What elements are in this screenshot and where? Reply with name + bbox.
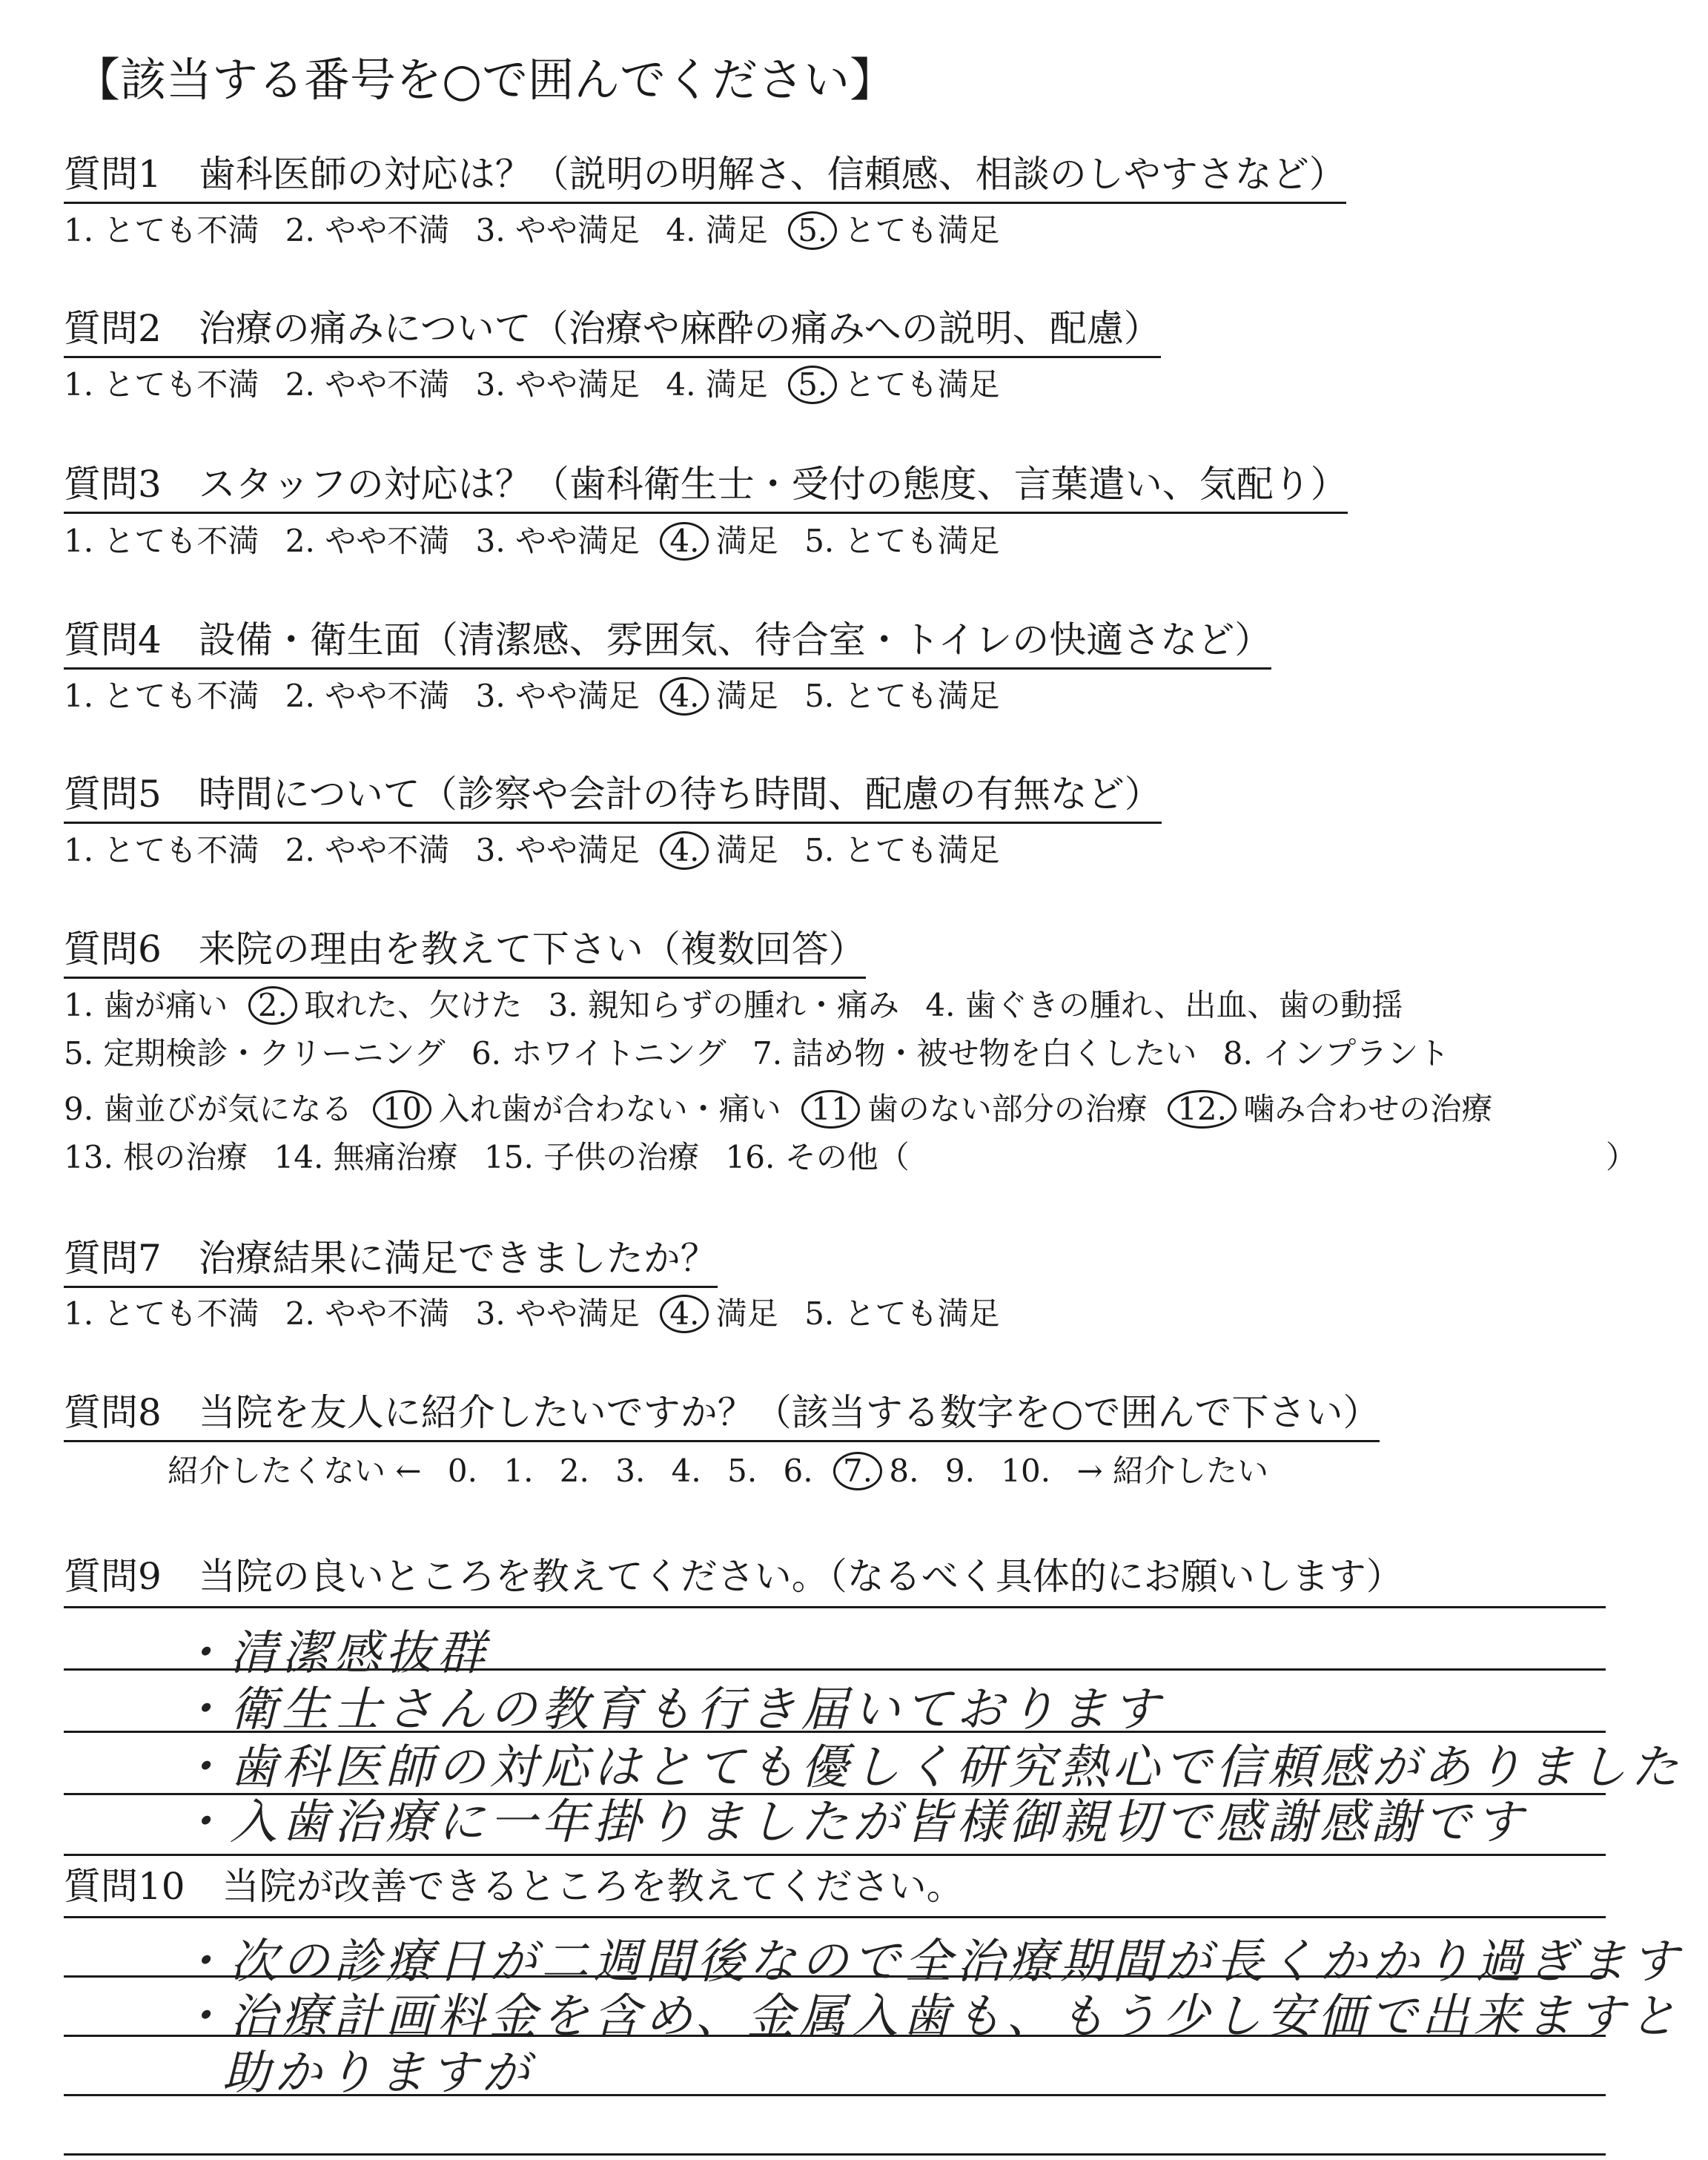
answer-text: ・衛生士さんの教育も行き届いております: [178, 1682, 1164, 1737]
answer-text: ・入歯治療に一年掛りましたが皆様御親切で感謝感謝です: [178, 1795, 1527, 1850]
answer-text: 助かりますが: [222, 2046, 534, 2101]
option-selected[interactable]: 4.: [660, 522, 709, 561]
option[interactable]: 9. 歯並びが気になる: [64, 1091, 353, 1127]
option[interactable]: 2. やや不満: [285, 678, 450, 714]
option[interactable]: 15. 子供の治療: [484, 1139, 700, 1175]
question-10-title: 質問10 当院が改善できるところを教えてください。: [64, 1865, 964, 1908]
option[interactable]: 5. とても満足: [804, 678, 1000, 714]
option[interactable]: 1. 歯が痛い: [64, 987, 228, 1023]
answer-text: ・治療計画料金を含め、金属入歯も、もう少し安価で出来ますと: [178, 1989, 1681, 2044]
option[interactable]: 2. やや不満: [285, 366, 450, 403]
option-selected[interactable]: 10: [373, 1090, 431, 1129]
option[interactable]: とても満足: [844, 366, 1000, 403]
scale-option[interactable]: 8.: [889, 1453, 919, 1489]
option[interactable]: 満足: [715, 678, 778, 714]
scale-option[interactable]: 4.: [671, 1453, 701, 1489]
question-2-title: 質問2 治療の痛みについて（治療や麻酔の痛みへの説明、配慮）: [64, 310, 1161, 358]
question-6-row-4: [64, 1139, 926, 1175]
answer-text: ・歯科医師の対応はとても優しく研究熱心で信頼感がありました: [178, 1740, 1683, 1795]
question-4-title: 質問4 設備・衛生面（清潔感、雰囲気、待合室・トイレの快適さなど）: [64, 621, 1271, 670]
question-4-options: [64, 677, 1016, 716]
option[interactable]: 3. やや満足: [475, 678, 640, 714]
option[interactable]: 1. とても不満: [64, 366, 259, 403]
option[interactable]: 1. とても不満: [64, 1295, 259, 1332]
option[interactable]: 13. 根の治療: [64, 1139, 248, 1175]
option[interactable]: 2. やや不満: [285, 1295, 450, 1332]
question-8-title: 質問8 当院を友人に紹介したいですか？（該当する数字を○で囲んで下さい）: [64, 1394, 1380, 1442]
answer-text: ・次の診療日が二週間後なので全治療期間が長くかかり過ぎます: [178, 1935, 1683, 1989]
option[interactable]: 3. やや満足: [475, 832, 640, 868]
question-9-title: 質問9 当院の良いところを教えてください。（なるべく具体的にお願いします）: [64, 1555, 1403, 1598]
option[interactable]: 14. 無痛治療: [274, 1139, 458, 1175]
option[interactable]: 3. 親知らずの腫れ・痛み: [548, 987, 900, 1023]
question-1-options: [64, 211, 1016, 250]
question-5-options: [64, 831, 1016, 870]
option[interactable]: 2. やや不満: [285, 832, 450, 868]
option[interactable]: 4. 歯ぐきの腫れ、出血、歯の動揺: [925, 987, 1403, 1023]
option-selected[interactable]: 4.: [660, 831, 709, 870]
scale-option[interactable]: 5.: [727, 1453, 758, 1489]
option[interactable]: 5. とても満足: [804, 523, 1000, 559]
option[interactable]: 3. やや満足: [475, 366, 640, 403]
option[interactable]: 取れた、欠けた: [304, 987, 523, 1023]
option[interactable]: 4. 満足: [666, 366, 768, 403]
option[interactable]: 5. とても満足: [804, 832, 1000, 868]
option[interactable]: 噛み合わせの治療: [1243, 1091, 1493, 1127]
option[interactable]: 2. やや不満: [285, 212, 450, 248]
option[interactable]: 1. とても不満: [64, 523, 259, 559]
option[interactable]: 1. とても不満: [64, 832, 259, 868]
question-3-title: 質問3 スタッフの対応は？（歯科衛生士・受付の態度、言葉遣い、気配り）: [64, 466, 1348, 514]
answer-text: ・清潔感抜群: [178, 1626, 489, 1681]
scale-option[interactable]: 6.: [783, 1453, 813, 1489]
option[interactable]: 6. ホワイトニング: [471, 1035, 726, 1071]
option[interactable]: 3. やや満足: [475, 1295, 640, 1332]
option[interactable]: 1. とても不満: [64, 212, 259, 248]
scale-option[interactable]: 1.: [503, 1453, 534, 1489]
option[interactable]: 満足: [715, 1295, 778, 1332]
scale-right-label: → 紹介したい: [1076, 1453, 1268, 1489]
scale-option[interactable]: 0.: [447, 1453, 477, 1489]
page-title: 【該当する番号を○で囲んでください】: [74, 53, 896, 107]
scale-option[interactable]: 9.: [944, 1453, 975, 1489]
option[interactable]: 16. その他（: [725, 1139, 910, 1175]
question-6-row-3: [64, 1090, 1509, 1129]
option-selected[interactable]: 5.: [788, 211, 837, 250]
question-5-title: 質問5 時間について（診察や会計の待ち時間、配慮の有無など）: [64, 776, 1162, 824]
option[interactable]: 7. 詰め物・被せ物を白くしたい: [752, 1035, 1197, 1071]
option[interactable]: 満足: [715, 523, 778, 559]
question-6-title: 質問6 来院の理由を教えて下さい（複数回答）: [64, 931, 866, 979]
other-close-paren: ）: [1606, 1139, 1638, 1175]
scale-left-label: 紹介したくない ←: [168, 1453, 422, 1489]
question-1-title: 質問1 歯科医師の対応は？（説明の明解さ、信頼感、相談のしやすさなど）: [64, 156, 1346, 204]
question-7-options: [64, 1295, 1016, 1333]
answer-line: [64, 1606, 1606, 1608]
option[interactable]: 1. とても不満: [64, 678, 259, 714]
option[interactable]: 3. やや満足: [475, 212, 640, 248]
option[interactable]: 満足: [715, 832, 778, 868]
option[interactable]: 入れ歯が合わない・痛い: [438, 1091, 781, 1127]
question-2-options: [64, 366, 1016, 404]
option-selected[interactable]: 2.: [248, 986, 297, 1025]
option[interactable]: 歯のない部分の治療: [867, 1091, 1148, 1127]
scale-option[interactable]: 2.: [559, 1453, 589, 1489]
question-7-title: 質問7 治療結果に満足できましたか？: [64, 1240, 718, 1288]
question-3-options: [64, 522, 1016, 561]
scale-option[interactable]: 3.: [615, 1453, 646, 1489]
question-6-row-2: [64, 1035, 1466, 1071]
question-6-row-1: [64, 986, 1419, 1025]
scale-option-selected[interactable]: 7.: [833, 1452, 882, 1490]
option-selected[interactable]: 4.: [660, 1295, 709, 1333]
question-8-scale: [168, 1452, 1285, 1490]
answer-line: [64, 1916, 1606, 1918]
scale-option[interactable]: 10.: [1001, 1453, 1051, 1489]
answer-line: [64, 1854, 1606, 1856]
answer-line: [64, 2153, 1606, 2156]
option-selected[interactable]: 11: [801, 1090, 860, 1129]
option-selected[interactable]: 4.: [660, 677, 709, 716]
option[interactable]: 8. インプラント: [1222, 1035, 1450, 1071]
option[interactable]: 4. 満足: [666, 212, 768, 248]
option[interactable]: 3. やや満足: [475, 523, 640, 559]
option[interactable]: 2. やや不満: [285, 523, 450, 559]
option-selected[interactable]: 12.: [1168, 1090, 1237, 1129]
option[interactable]: とても満足: [844, 212, 1000, 248]
option[interactable]: 5. 定期検診・クリーニング: [64, 1035, 446, 1071]
option-selected[interactable]: 5.: [788, 366, 837, 404]
option[interactable]: 5. とても満足: [804, 1295, 1000, 1332]
